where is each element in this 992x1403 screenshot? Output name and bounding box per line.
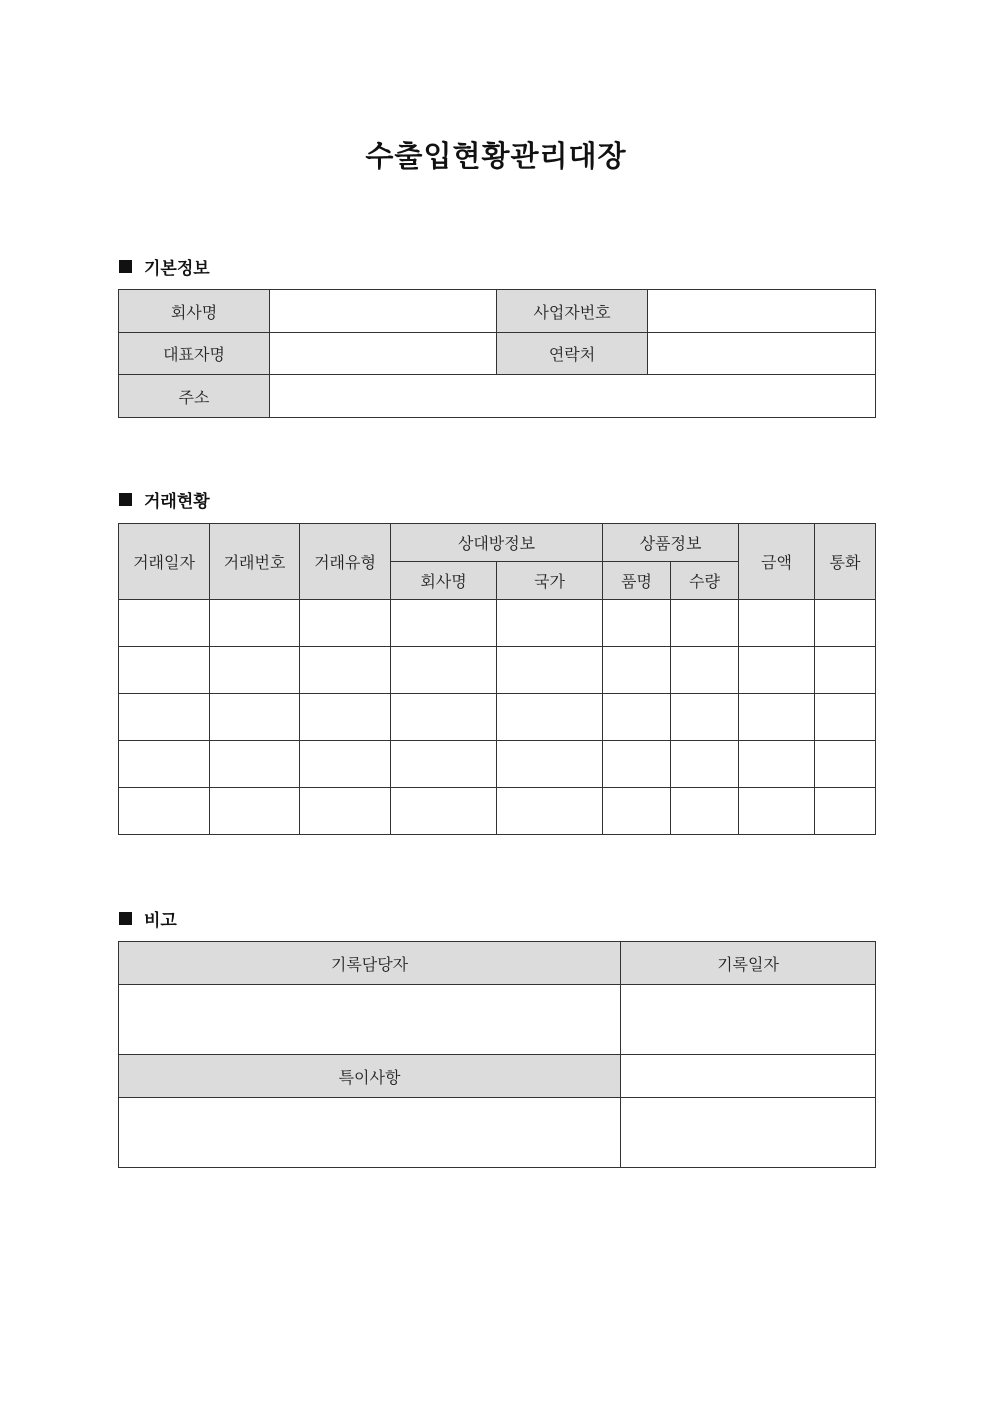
cell-number[interactable] xyxy=(210,600,300,647)
cell-partner-company[interactable] xyxy=(391,600,497,647)
cell-product-name[interactable] xyxy=(603,647,671,694)
cell-amount[interactable] xyxy=(739,600,815,647)
cell-product-name[interactable] xyxy=(603,694,671,741)
bizno-label: 사업자번호 xyxy=(497,290,648,333)
cell-partner-country[interactable] xyxy=(497,600,603,647)
cell-partner-company[interactable] xyxy=(391,741,497,788)
cell-number[interactable] xyxy=(210,647,300,694)
header-product: 상품정보 xyxy=(603,524,739,562)
cell-product-qty[interactable] xyxy=(671,741,739,788)
cell-date[interactable] xyxy=(119,788,210,835)
header-partner-company: 회사명 xyxy=(391,562,497,600)
cell-amount[interactable] xyxy=(739,647,815,694)
contact-field[interactable] xyxy=(648,333,876,375)
cell-product-name[interactable] xyxy=(603,741,671,788)
section-trade-heading xyxy=(119,487,210,512)
cell-type[interactable] xyxy=(300,600,391,647)
note-table xyxy=(118,941,876,1168)
header-partner-country: 국가 xyxy=(497,562,603,600)
header-currency: 통화 xyxy=(815,524,876,600)
cell-type[interactable] xyxy=(300,694,391,741)
cell-amount[interactable] xyxy=(739,741,815,788)
cell-amount[interactable] xyxy=(739,694,815,741)
header-date: 거래일자 xyxy=(119,524,210,600)
recorder-field[interactable] xyxy=(119,985,621,1055)
cell-currency[interactable] xyxy=(815,600,876,647)
ceo-field[interactable] xyxy=(270,333,497,375)
cell-partner-country[interactable] xyxy=(497,741,603,788)
recorder-label: 기록담당자 xyxy=(119,942,621,985)
section-note-title: 비고 xyxy=(144,911,177,931)
cell-product-name[interactable] xyxy=(603,788,671,835)
cell-partner-country[interactable] xyxy=(497,647,603,694)
square-bullet-icon xyxy=(119,260,132,273)
cell-partner-country[interactable] xyxy=(497,694,603,741)
company-field[interactable] xyxy=(270,290,497,333)
contact-label: 연락처 xyxy=(497,333,648,375)
cell-type[interactable] xyxy=(300,647,391,694)
cell-product-qty[interactable] xyxy=(671,694,739,741)
cell-currency[interactable] xyxy=(815,647,876,694)
remarks-side-cell xyxy=(621,1098,876,1168)
cell-date[interactable] xyxy=(119,741,210,788)
cell-partner-country[interactable] xyxy=(497,788,603,835)
section-trade-title: 거래현황 xyxy=(144,492,210,512)
cell-product-qty[interactable] xyxy=(671,788,739,835)
remarks-side-cell xyxy=(621,1055,876,1098)
table-row xyxy=(119,600,876,647)
company-label: 회사명 xyxy=(119,290,270,333)
record-date-label: 기록일자 xyxy=(621,942,876,985)
cell-date[interactable] xyxy=(119,600,210,647)
ceo-label: 대표자명 xyxy=(119,333,270,375)
cell-number[interactable] xyxy=(210,741,300,788)
address-label: 주소 xyxy=(119,375,270,418)
cell-number[interactable] xyxy=(210,694,300,741)
cell-currency[interactable] xyxy=(815,788,876,835)
trade-table xyxy=(118,523,876,835)
header-product-name: 품명 xyxy=(603,562,671,600)
cell-product-qty[interactable] xyxy=(671,647,739,694)
table-row xyxy=(119,788,876,835)
cell-partner-company[interactable] xyxy=(391,788,497,835)
table-row xyxy=(119,694,876,741)
table-row xyxy=(119,647,876,694)
cell-type[interactable] xyxy=(300,741,391,788)
cell-date[interactable] xyxy=(119,694,210,741)
remarks-field[interactable] xyxy=(119,1098,621,1168)
basic-info-table xyxy=(118,289,876,418)
cell-number[interactable] xyxy=(210,788,300,835)
cell-product-name[interactable] xyxy=(603,600,671,647)
header-product-qty: 수량 xyxy=(671,562,739,600)
address-field[interactable] xyxy=(270,375,876,418)
cell-date[interactable] xyxy=(119,647,210,694)
cell-partner-company[interactable] xyxy=(391,694,497,741)
remarks-label: 특이사항 xyxy=(119,1055,621,1098)
cell-product-qty[interactable] xyxy=(671,600,739,647)
cell-currency[interactable] xyxy=(815,694,876,741)
page-title: 수출입현황관리대장 xyxy=(365,139,627,173)
table-row xyxy=(119,741,876,788)
cell-partner-company[interactable] xyxy=(391,647,497,694)
cell-type[interactable] xyxy=(300,788,391,835)
bizno-field[interactable] xyxy=(648,290,876,333)
header-number: 거래번호 xyxy=(210,524,300,600)
header-amount: 금액 xyxy=(739,524,815,600)
section-basic-heading xyxy=(119,254,210,279)
section-note-heading xyxy=(119,906,177,931)
header-type: 거래유형 xyxy=(300,524,391,600)
cell-currency[interactable] xyxy=(815,741,876,788)
square-bullet-icon xyxy=(119,912,132,925)
square-bullet-icon xyxy=(119,493,132,506)
section-basic-title: 기본정보 xyxy=(144,259,210,279)
header-partner: 상대방정보 xyxy=(391,524,603,562)
cell-amount[interactable] xyxy=(739,788,815,835)
record-date-field[interactable] xyxy=(621,985,876,1055)
